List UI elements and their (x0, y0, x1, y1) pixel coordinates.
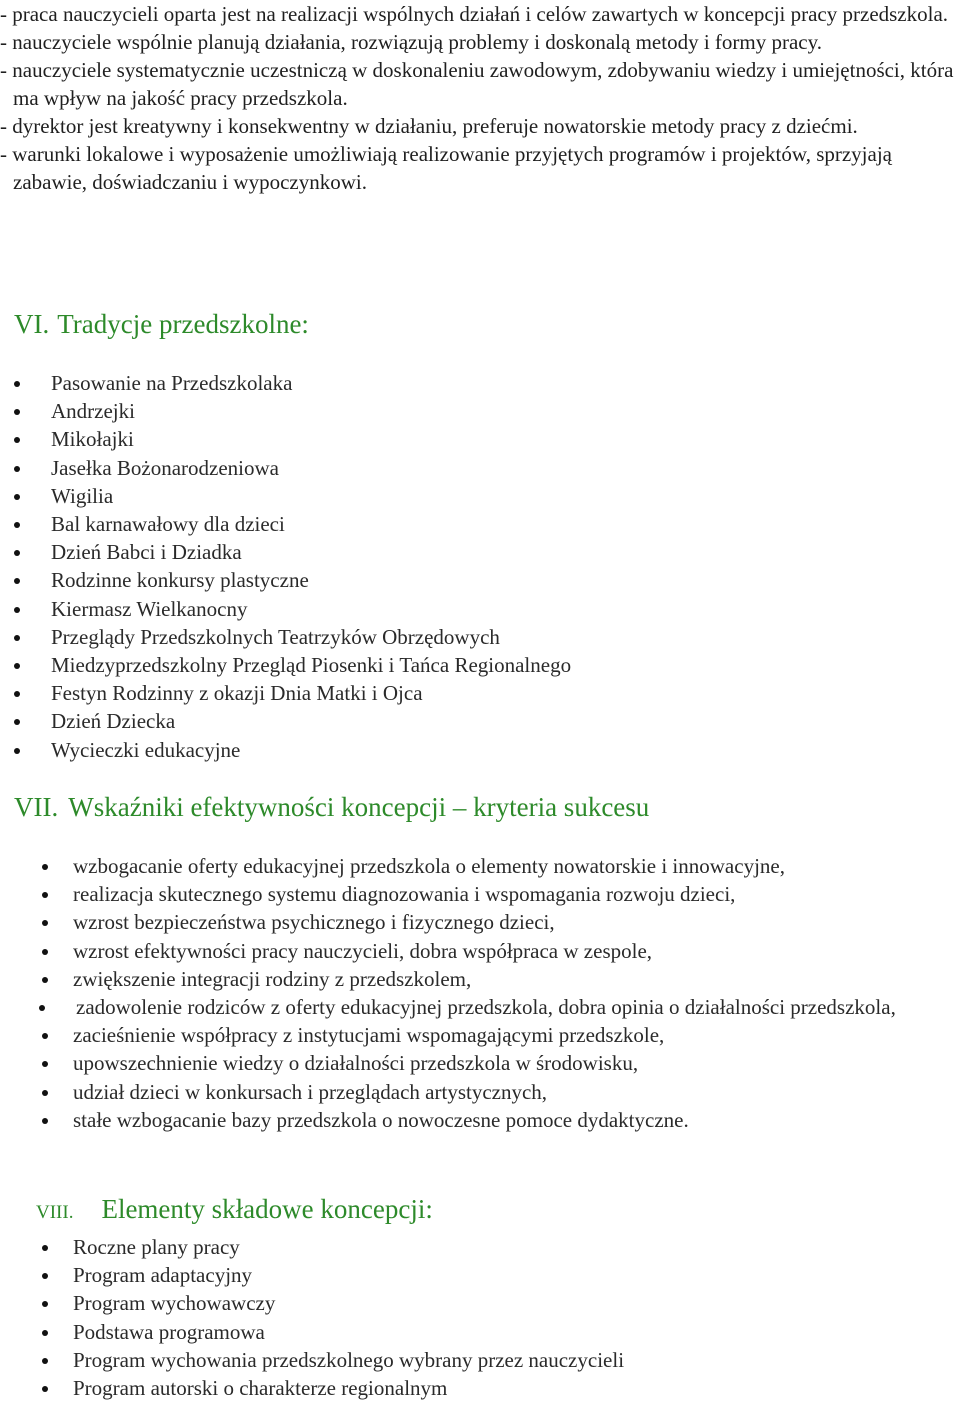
bullet-icon (42, 1273, 48, 1279)
bullet-icon (42, 1386, 48, 1392)
section-number: VI. (14, 309, 50, 339)
bullet-icon (42, 977, 48, 983)
list-item (73, 1318, 943, 1346)
list-item-text: Wigilia (51, 483, 114, 508)
section-title: Elementy składowe koncepcji: (101, 1194, 433, 1224)
bullet-icon (14, 550, 20, 556)
list-item (73, 1374, 943, 1402)
list-item (73, 908, 943, 936)
list-item (51, 707, 931, 735)
list-item-text: Program adaptacyjny (73, 1263, 253, 1288)
list-item-text: Przeglądy Przedszkolnych Teatrzyków Obrzędowych (51, 624, 500, 649)
bullet-icon (42, 892, 48, 898)
list-item (73, 1346, 943, 1374)
list-item-text: wzrost efektywności pracy nauczycieli, dobra współpraca w zespole, (73, 938, 653, 963)
bullet-icon (42, 1118, 48, 1124)
bullet-icon (42, 1301, 48, 1307)
list-item (73, 1106, 943, 1134)
list-item-text: Pasowanie na Przedszkolaka (51, 371, 293, 395)
section-number: VII. (14, 792, 59, 822)
bullet-icon (14, 635, 20, 641)
list-item (51, 454, 931, 482)
bullet-icon (14, 494, 20, 500)
list-item (73, 852, 943, 880)
list-item (51, 651, 931, 679)
list-item (73, 1233, 943, 1261)
bullet-icon (42, 920, 48, 926)
list-item (51, 679, 931, 707)
bullet-icon (14, 409, 20, 415)
section-heading-success-criteria (14, 791, 649, 823)
intro-paragraph: - praca nauczycieli oparta jest na realizacji wspólnych działań i celów zawartych w koncepcji pracy przedszkola. (0, 2, 949, 26)
bullet-icon (42, 864, 48, 870)
list-item-text: Program wychowawczy (73, 1291, 276, 1316)
bullet-icon (42, 1358, 48, 1364)
list-item (51, 510, 931, 538)
section-title: Tradycje przedszkolne: (57, 309, 309, 339)
bullet-icon (42, 1061, 48, 1067)
section-heading-components (36, 1193, 433, 1229)
list-item-text: Program wychowania przedszkolnego wybrany przez nauczycieli (73, 1347, 625, 1372)
list-item (73, 1261, 943, 1289)
bullet-icon (42, 1090, 48, 1096)
list-item-text: Podstawa programowa (73, 1319, 265, 1344)
list-item-text: Mikołajki (51, 427, 134, 452)
list-item (51, 623, 931, 651)
list-item (51, 595, 931, 623)
bullet-icon (14, 663, 20, 669)
list-item (73, 1021, 943, 1049)
list-item-text: wzbogacanie oferty edukacyjnej przedszkola o elementy nowatorskie i innowacyjne, (73, 854, 785, 878)
section-heading-traditions (14, 308, 309, 340)
list-item (73, 880, 943, 908)
bullet-icon (14, 381, 20, 387)
intro-paragraphs (0, 0, 955, 196)
bullet-icon (42, 949, 48, 955)
bullet-icon (14, 607, 20, 613)
bullet-icon (14, 719, 20, 725)
list-item (73, 965, 943, 993)
list-item (51, 736, 931, 764)
traditions-list (51, 369, 931, 764)
list-item-text: udział dzieci w konkursach i przeglądach artystycznych, (73, 1079, 548, 1104)
list-item-text: Kiermasz Wielkanocny (51, 596, 248, 621)
bullet-icon (14, 578, 20, 584)
bullet-icon (14, 691, 20, 697)
bullet-icon (14, 748, 20, 754)
intro-paragraph: - nauczyciele systematycznie uczestniczą w doskonaleniu zawodowym, zdobywaniu wiedzy i umiejętności, która ma wpływ na jakość pracy przedszkola. (0, 58, 954, 110)
intro-paragraph: - warunki lokalowe i wyposażenie umożliwiają realizowanie przyjętych programów i projektów, sprzyjają zabawie, doświadczaniu i wypoczynkowi. (0, 142, 892, 194)
list-item (73, 1049, 943, 1077)
list-item-text: stałe wzbogacanie bazy przedszkola o nowoczesne pomoce dydaktyczne. (73, 1107, 689, 1132)
bullet-icon (14, 466, 20, 472)
list-item-text: Dzień Babci i Dziadka (51, 540, 242, 565)
list-item-text: Program autorski o charakterze regionalnym (73, 1376, 448, 1401)
list-item (73, 993, 943, 1021)
section-number: VIII. (36, 1202, 74, 1223)
success-criteria-list (73, 852, 943, 1134)
list-item-text: Miedzyprzedszkolny Przegląd Piosenki i Tańca Regionalnego (51, 653, 572, 678)
bullet-icon (14, 437, 20, 443)
components-list (73, 1233, 943, 1402)
list-item (51, 397, 931, 425)
list-item-text: Andrzejki (51, 399, 135, 424)
list-item-text: zacieśnienie współpracy z instytucjami wspomagającymi przedszkole, (73, 1023, 665, 1048)
list-item-text: wzrost bezpieczeństwa psychicznego i fizycznego dzieci, (73, 910, 555, 935)
list-item-text: Festyn Rodzinny z okazji Dnia Matki i Ojca (51, 681, 423, 706)
list-item-text: Roczne plany pracy (73, 1235, 240, 1259)
list-item (73, 1289, 943, 1317)
list-item-text: Jasełka Bożonarodzeniowa (51, 455, 279, 480)
list-item (51, 566, 931, 594)
intro-paragraph: - dyrektor jest kreatywny i konsekwentny w działaniu, preferuje nowatorskie metody pracy z dziećmi. (0, 114, 858, 138)
list-item-text: Wycieczki edukacyjne (51, 737, 241, 762)
list-item-text: zwiększenie integracji rodziny z przedszkolem, (73, 966, 472, 991)
list-item-text: realizacja skutecznego systemu diagnozowania i wspomagania rozwoju dzieci, (73, 882, 736, 907)
list-item (51, 425, 931, 453)
bullet-icon (42, 1330, 48, 1336)
list-item-text: upowszechnienie wiedzy o działalności przedszkola w środowisku, (73, 1051, 639, 1076)
list-item-text: Dzień Dziecka (51, 709, 176, 734)
list-item-text: zadowolenie rodziców z oferty edukacyjnej przedszkola, dobra opinia o działalności przedszkola, (76, 995, 896, 1020)
bullet-icon (42, 1245, 48, 1251)
bullet-icon (14, 522, 20, 528)
list-item (51, 369, 931, 397)
intro-paragraph: - nauczyciele wspólnie planują działania, rozwiązują problemy i doskonalą metody i formy pracy. (0, 30, 823, 54)
section-title: Wskaźniki efektywności koncepcji – kryteria sukcesu (68, 792, 650, 822)
bullet-icon (39, 1005, 45, 1011)
bullet-icon (42, 1033, 48, 1039)
list-item (73, 937, 943, 965)
list-item (51, 482, 931, 510)
list-item (51, 538, 931, 566)
list-item (73, 1078, 943, 1106)
list-item-text: Bal karnawałowy dla dzieci (51, 512, 285, 537)
list-item-text: Rodzinne konkursy plastyczne (51, 568, 309, 593)
